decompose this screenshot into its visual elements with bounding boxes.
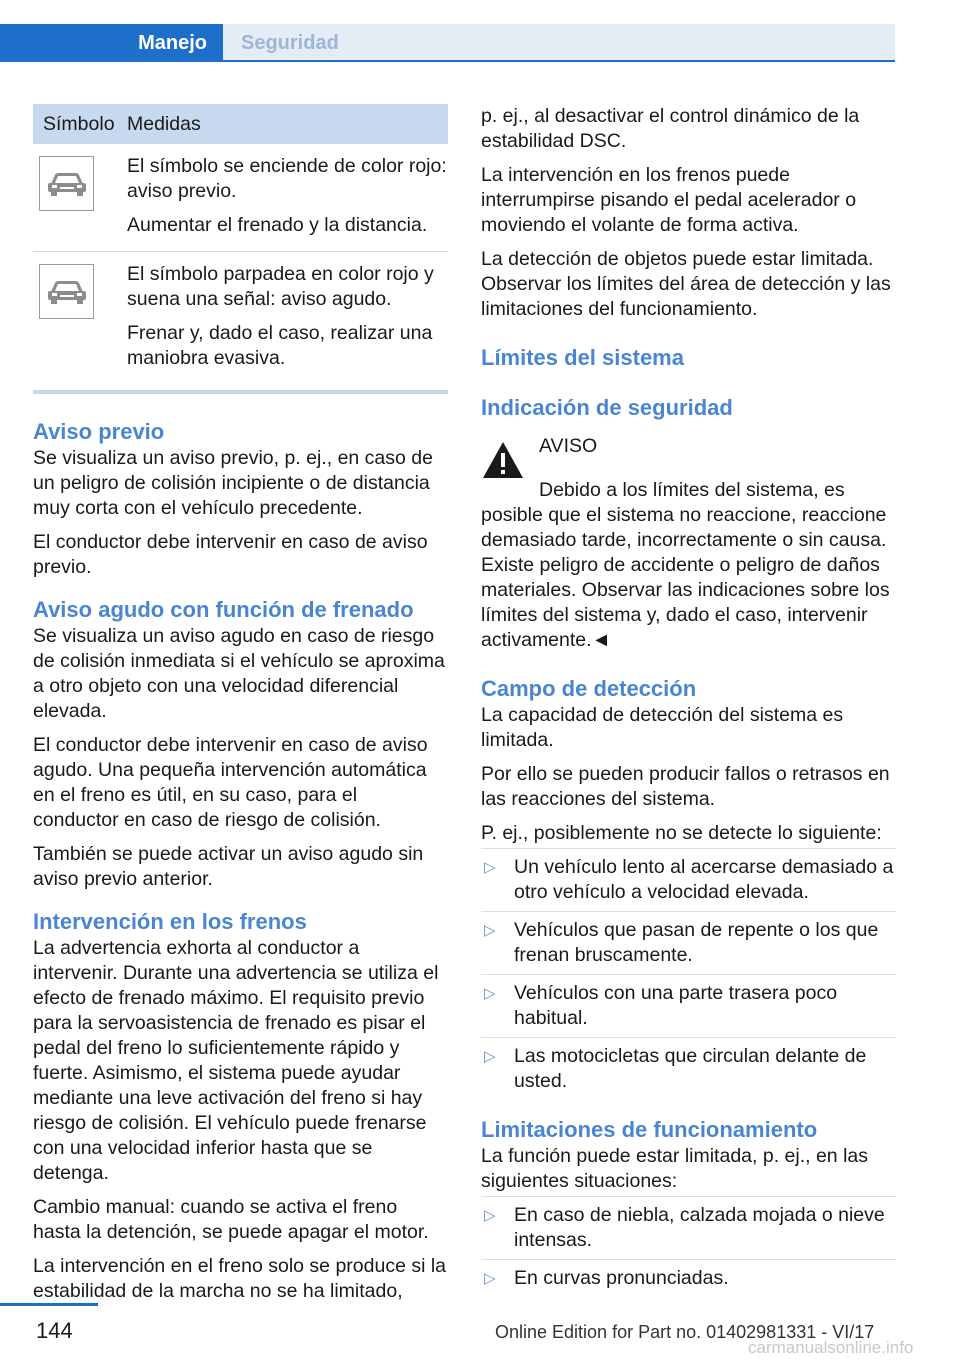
triangle-bullet-icon: ▷ [484,1048,496,1065]
heading-aviso-agudo: Aviso agudo con función de frenado [33,597,414,622]
page-number: 144 [36,1318,73,1343]
section-limitaciones [481,1116,896,1297]
heading-campo: Campo de detección [481,676,697,701]
measures-cell [119,144,448,251]
heading-aviso-previo: Aviso previo [33,419,165,444]
table-header-measures: Medidas [127,112,201,135]
list-item-text: Vehículos que pasan de repente o los que frenan bruscamente. [514,919,879,966]
symbol-cell [33,144,119,251]
table-row [33,144,448,252]
right-column [481,104,896,1297]
header-divider [0,60,895,62]
list-item [481,1196,896,1259]
car-warning-flashing-icon [39,264,94,319]
measure-text: El símbolo se enciende de color rojo: aviso previo. [127,155,447,202]
list-item-text: En curvas pronunciadas. [514,1267,729,1289]
list-item [481,848,896,911]
detection-list [481,848,896,1100]
paragraph: La función puede estar limitada, p. ej., en las siguientes situaciones: [481,1145,868,1192]
list-item [481,1259,896,1297]
paragraph: La capacidad de detección del sistema es limitada. [481,704,844,751]
paragraph: Cambio manual: cuando se activa el freno hasta la detención, se puede apagar el motor. [33,1196,429,1243]
paragraph: Se visualiza un aviso previo, p. ej., en caso de un peligro de colisión incipiente o de distancia muy corta con el vehículo precedente. [33,447,433,519]
tab-seguridad[interactable]: Seguridad [223,24,895,62]
footer-rule [0,1303,98,1306]
warning-block [481,434,896,480]
heading-intervencion: Intervención en los frenos [33,909,307,934]
heading-seguridad: Indicación de seguridad [481,395,733,420]
paragraph: La intervención en los frenos puede interrumpirse pisando el pedal acelerador o moviendo el volante de forma activa. [481,164,857,236]
list-item-text: En caso de niebla, calzada mojada o nieve intensas. [514,1204,885,1251]
list-item [481,911,896,974]
measures-cell [119,252,448,384]
section-campo [481,675,896,1100]
warning-triangle-icon [481,440,525,480]
list-item [481,974,896,1037]
paragraph: P. ej., posiblemente no se detecte lo siguiente: [481,822,882,844]
section-intervencion [33,908,448,1304]
list-item [481,1037,896,1100]
section-aviso-previo [33,418,448,580]
warning-text: Debido a los límites del sistema, es posible que el sistema no reaccione, reaccione demasiado tarde, incorrectamente o sin causa. Existe peligro de accidente o peligro de daños materiales. Observar las indicaciones sobre los límites del sistema y, dado el caso, intervenir activamente.◄ [481,479,890,651]
header-tabs [0,0,895,62]
list-item-text: Vehículos con una parte trasera poco habitual. [514,982,838,1029]
tab-manejo[interactable]: Manejo [0,24,223,62]
paragraph: Se visualiza un aviso agudo en caso de riesgo de colisión inmediata si el vehículo se aproxima a otro objeto con una velocidad diferencial elevada. [33,625,445,722]
paragraph: Por ello se pueden producir fallos o retrasos en las reacciones del sistema. [481,763,890,810]
paragraph: El conductor debe intervenir en caso de aviso previo. [33,531,428,578]
symbol-cell [33,252,119,384]
paragraph: p. ej., al desactivar el control dinámico de la estabilidad DSC. [481,105,860,152]
paragraph: El conductor debe intervenir en caso de aviso agudo. Una pequeña intervención automática en el freno es útil, en su caso, para el conductor en caso de riesgo de colisión. [33,734,428,831]
table-header-symbol: Símbolo [43,112,115,135]
table-row [33,252,448,384]
measure-text: El símbolo parpadea en color rojo y suena una señal: aviso agudo. [127,263,434,310]
table-header [33,104,448,144]
table-bottom-rule [33,390,448,394]
paragraph: La advertencia exhorta al conductor a intervenir. Durante una advertencia se utiliza el efecto de frenado máximo. El requisito previo para la servoasistencia de frenado es pisar el pedal del freno lo suficientemente rápido y fuerte. Asimismo, el sistema puede ayudar mediante una leve activación del freno si hay riesgo de colisión. El vehículo puede frenarse con una velocidad inferior hasta que se detenga. [33,937,439,1184]
paragraph: La detección de objetos puede estar limitada. Observar los límites del área de detección y las limitaciones del funcionamiento. [481,248,891,320]
section-aviso-agudo [33,596,448,892]
paragraph: También se puede activar un aviso agudo sin aviso previo anterior. [33,843,424,890]
heading-limites: Límites del sistema [481,345,684,370]
limitations-list [481,1196,896,1297]
triangle-bullet-icon: ▷ [484,1270,496,1287]
list-item-text: Las motocicletas que circulan delante de usted. [514,1045,867,1092]
triangle-bullet-icon: ▷ [484,922,496,939]
edition-text: Online Edition for Part no. 01402981331 - VI/17 [495,1322,875,1342]
paragraph: La intervención en el freno solo se produce si la estabilidad de la marcha no se ha limitado, [33,1255,447,1302]
heading-limitaciones: Limitaciones de funcionamiento [481,1117,818,1142]
watermark: carmanualsonline.info [748,1338,914,1357]
measure-text: Frenar y, dado el caso, realizar una maniobra evasiva. [127,322,433,369]
measure-text: Aumentar el frenado y la distancia. [127,214,428,236]
triangle-bullet-icon: ▷ [484,859,496,876]
left-column [33,104,448,1313]
warning-title: AVISO [539,435,598,457]
triangle-bullet-icon: ▷ [484,1207,496,1224]
symbol-table [33,104,448,394]
triangle-bullet-icon: ▷ [484,985,496,1002]
list-item-text: Un vehículo lento al acercarse demasiado a otro vehículo a velocidad elevada. [514,856,894,903]
car-warning-icon [39,156,94,211]
